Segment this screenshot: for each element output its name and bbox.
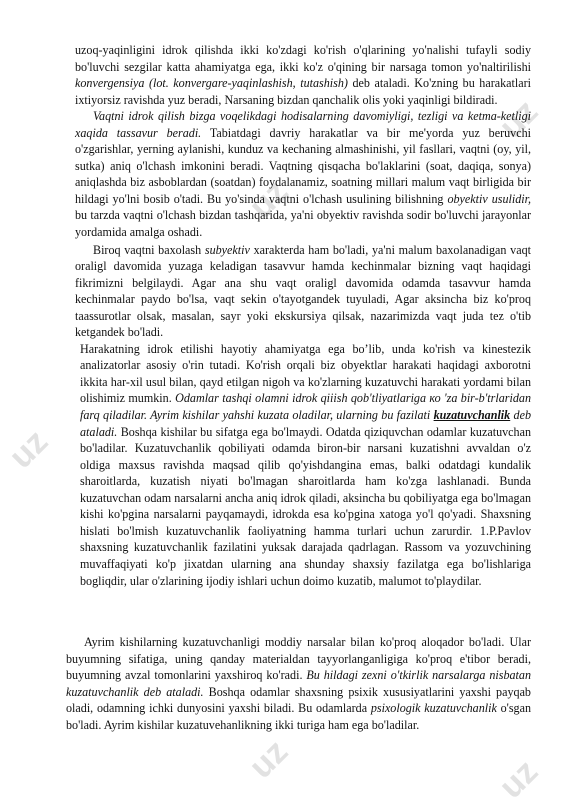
- text-segment: kuzatuvchanlik: [433, 408, 511, 423]
- document-page: [66, 42, 532, 732]
- text-segment: Odamlar tashqi olamni idrok qiiish qob'tliyatlariga ко 'za bir-b'trlaridan farq qiladilar. Ayrim kishilar yahshi kuzata oladilar, ularning bu fazilati: [80, 391, 531, 423]
- text-segment: xarakterda ham bo'ladi, ya'ni malum baxolanadigan vaqt oraligl davomida yuzaga keladigan tasavvur hamda kechinmalar bizning vaqt haqidagi fikrimizni belgilaydi. Agar ana shu vaqt oraligl davomida odamda tasavvur hamda kechinmalar paydo bo'lsa, vaqt sekin o'tayotgandek tuyuladi, Agar aksincha biz ko'proq taassurotlar olsak, masalan, sayr yoki ekskursiya qilsak, nazarimizda vaqt juda tez o'tib ketgandek bo'ladi.: [75, 242, 531, 340]
- watermark: uz: [241, 732, 296, 786]
- text-segment: deb ataladi.: [80, 408, 531, 439]
- text-segment: Boshqa kishilar bu sifatga ega bo'lmaydi. Odatda qiziquvchan odamlar kuzatuvchan bo'ladilar. Kuzatuvchanlik qobiliyati odamda biron-bir narsani kuzatishni avvaldan o'z oldiga maxsus ravishda maqsad qilib qo'yishdangina emas, balki odatdagi kundalik sharoitlarda, kuzatish niyati bo'lmagan sharoitlarda ham ko'zga lashlanadi. Bunda kuzatuvchan odam narsalarni ancha aniq idrok qiladi, aksincha bu qobiliyatga ega bo'lmagan kishi ko'pgina narsalarni payqamaydi, idrokda esa ko'pgina xatoga yo'l qo'yadi. Shaxsning hislati bo'lmish kuzatuvchanlik faoliyatning hamma turlari uchun zarurdir. 1.P.Pavlov shaxsning kuzatuvchanlik fazilatini yuksak darajada qadrlagan. Rassom va yozuvchining muvaffaqiyati ko'p jixatdan ularning ana shunday shaxsiy fazilatga ega bo'lishlariga bogliqdir, ular o'zlarining ijodiy ishlari uchun doimo kuzatib, malumot to'playdilar.: [80, 424, 531, 588]
- text-segment: deb ataladi. Ko'zning bu harakatlari ixtiyorsiz ravishda yuz beradi, Narsaning bizdan qanchalik olis yoki yaqinligi bildiradi.: [75, 76, 531, 107]
- text-segment: psixologik kuzatuvchanlik: [370, 701, 497, 716]
- watermark: uz: [241, 172, 296, 226]
- text-segment: uzoq-yaqinligini idrok qilishda ikki ko'zdagi ko'rish o'qlarining yo'nalishi tufayli sodiy bo'luvchi sezgilar katta ahamiyatga ega, ikki ko'z o'qining bir narsaga tomon yo'naltirilishi: [75, 43, 531, 74]
- text-segment: Ayrim kishilarning kuzatuvchanligi moddiy narsalar bilan ko'proq aloqador bo'ladi. Ular buyumning sifatiga, uning qanday materialdan tayyorlanganligiga ko'proq e'tibor beradi, buyumning avzal tomonlarini yaxshiroq ko'radi.: [66, 635, 531, 683]
- paragraph: [75, 341, 531, 589]
- text-segment: Tabiatdagi davriy harakatlar va bir me'yorda yuz beruvchi o'zgarishlar, yerning aylanishi, kunduz va kechaning almashinishi, yil fasllari, vaqtni (oy, yil, sutka) aniq o'lchash imkonini beradi. Vaqtning qisqacha bo'laklarini (soat, daqiqa, sonya) aniqlashda biz asboblardan (soatdan) foydalanamiz, soatning millari malum vaqt birligida bir hildagi yo'lni bosib o'tadi. Bu yo'sinda vaqtni o'lchash usulining bilishning: [75, 125, 531, 206]
- text-segment: obyektiv usulidir,: [447, 191, 532, 206]
- text-segment: subyektiv: [204, 242, 250, 257]
- paragraph: [75, 42, 531, 108]
- text-segment: Vaqtni idrok qilish bizga voqelikdagi hodisalarning davomiyligi, tezligi va ketma-ketligi xaqida tassavur beradi.: [75, 109, 531, 140]
- text-segment: Boshqa odamlar shaxsning psixik xususiyatlarini yaxshi payqab oladi, odamning ichki dunyosini yaxshi biladi. Bu odamlarda: [66, 684, 531, 716]
- watermark: uz: [1, 422, 56, 476]
- text-segment: bu tarzda vaqtni o'lchash bizdan tashqarida, ya'ni obyektiv ravishda sodir bo'luvchi jarayonlar yordamida amalga oshadi.: [75, 208, 531, 240]
- text-segment: konvergensiya (lot. konvergare-yaqinlashish, tutashish): [75, 76, 348, 91]
- text-segment: o'sgan bo'ladi. Ayrim kishilar kuzatuvehanlikning ikki turiga ham ega bo'ladilar.: [66, 701, 531, 732]
- text-segment: Biroq vaqtni baxolash: [93, 242, 205, 257]
- paragraph: [75, 108, 531, 240]
- watermark: uz: [491, 752, 546, 806]
- paragraph: [66, 634, 531, 733]
- text-segment: Bu hildagi zexni o'tkirlik narsalarga nisbatan kuzatuvchanlik deb ataladi.: [66, 668, 532, 699]
- text-segment: Harakatning idrok etilishi hayotiy ahamiyatga ega bo’lib, unda ko'rish va kinestezik analizatorlar asosiy o'rin tutadi. Ko'rish orqali biz obyektlar harakati haqidagi axborotni ikkita har-xil usul bilan, qayd etilgan nigoh va ko'zlarning kuzatuvchi harakati yordami bilan olishimiz mumkin.: [80, 341, 531, 406]
- watermark: uz: [491, 92, 546, 146]
- paragraph: [75, 242, 531, 341]
